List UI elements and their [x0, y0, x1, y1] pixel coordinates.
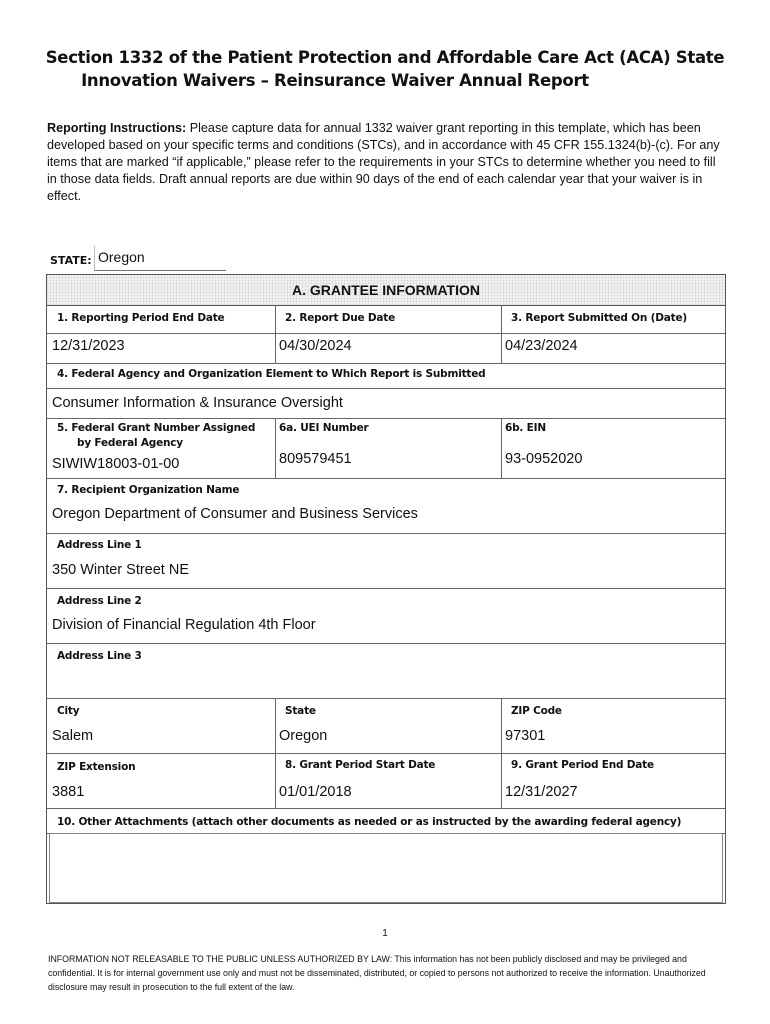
federal-agency-field[interactable]: Consumer Information & Insurance Oversight — [52, 395, 343, 411]
federal-agency-label: 4. Federal Agency and Organization Element to Which Report is Submitted — [57, 368, 486, 380]
reporting-period-end-field[interactable]: 12/31/2023 — [52, 338, 125, 354]
col-divider — [275, 418, 276, 478]
zip-extension-field[interactable]: 3881 — [52, 784, 85, 800]
row-divider — [47, 333, 725, 334]
title-line-2: Innovation Waivers – Reinsurance Waiver Annual Report — [81, 71, 589, 90]
address-state-field[interactable]: Oregon — [279, 728, 328, 744]
attachments-field[interactable] — [49, 833, 723, 903]
col-divider — [501, 698, 502, 808]
address-line-2-label: Address Line 2 — [57, 595, 142, 607]
row-divider — [47, 753, 725, 754]
row-divider — [47, 533, 725, 534]
reporting-instructions — [47, 120, 727, 205]
address-state-label: State — [285, 705, 316, 717]
confidentiality-notice: INFORMATION NOT RELEASABLE TO THE PUBLIC UNLESS AUTHORIZED BY LAW: This information has not been publicly disclosed and may be privileged and confidential. It is for internal government use only and must not be disseminated, distributed, or copied to persons not authorized to receive the information. Unauthorized disclosure may result in prosecution to the full extent of the law. — [48, 954, 706, 992]
ein-label: 6b. EIN — [505, 422, 546, 434]
title-line-1: Section 1332 of the Patient Protection and Affordable Care Act (ACA) State — [45, 48, 725, 67]
address-line-3-field[interactable] — [52, 673, 712, 691]
zip-extension-label: ZIP Extension — [57, 761, 136, 773]
grantee-information-form — [46, 274, 726, 904]
ein-field[interactable]: 93-0952020 — [505, 451, 583, 467]
col-divider — [275, 305, 276, 363]
grant-number-label-line-1: 5. Federal Grant Number Assigned — [57, 422, 256, 434]
zip-code-field[interactable]: 97301 — [505, 728, 546, 744]
row-divider — [47, 388, 725, 389]
address-line-2-field[interactable]: Division of Financial Regulation 4th Floor — [52, 617, 316, 633]
row-divider — [47, 588, 725, 589]
report-due-field[interactable]: 04/30/2024 — [279, 338, 352, 354]
recipient-org-field[interactable]: Oregon Department of Consumer and Business Services — [52, 506, 418, 522]
page-number: 1 — [382, 928, 388, 939]
attachments-label: 10. Other Attachments (attach other documents as needed or as instructed by the awarding federal agency) — [57, 816, 682, 828]
col-divider — [501, 305, 502, 363]
uei-field[interactable]: 809579451 — [279, 451, 352, 467]
row-divider — [47, 698, 725, 699]
uei-label: 6a. UEI Number — [279, 422, 369, 434]
grant-end-field[interactable]: 12/31/2027 — [505, 784, 578, 800]
grant-end-label: 9. Grant Period End Date — [511, 759, 654, 771]
state-field[interactable]: Oregon — [94, 246, 226, 271]
grant-start-field[interactable]: 01/01/2018 — [279, 784, 352, 800]
section-a-header: A. GRANTEE INFORMATION — [47, 275, 725, 306]
instructions-label: Reporting Instructions: — [47, 121, 187, 135]
report-due-label: 2. Report Due Date — [285, 312, 396, 324]
row-divider — [47, 418, 725, 419]
row-divider — [47, 808, 725, 809]
city-field[interactable]: Salem — [52, 728, 94, 744]
instructions-text: Please capture data for annual 1332 waiver grant reporting in this template, which has been developed based on your specific terms and conditions (STCs), and in accordance with 45 CFR 155.1324(b)-(c). For any items that are marked “if applicable,” please refer to the requirements in your STCs to determine whether you need to fill in those data fields. Draft annual reports are due within 90 days of the end of each calendar year that your waiver is in effect. — [47, 121, 720, 203]
row-divider — [47, 643, 725, 644]
zip-code-label: ZIP Code — [511, 705, 562, 717]
address-line-3-label: Address Line 3 — [57, 650, 142, 662]
col-divider — [501, 418, 502, 478]
reporting-period-end-label: 1. Reporting Period End Date — [57, 312, 225, 324]
report-submitted-label: 3. Report Submitted On (Date) — [511, 312, 687, 324]
row-divider — [47, 478, 725, 479]
address-line-1-label: Address Line 1 — [57, 539, 142, 551]
state-row — [50, 246, 230, 272]
recipient-org-label: 7. Recipient Organization Name — [57, 484, 240, 496]
report-submitted-field[interactable]: 04/23/2024 — [505, 338, 578, 354]
address-line-1-field[interactable]: 350 Winter Street NE — [52, 562, 189, 578]
document-title — [0, 46, 770, 92]
col-divider — [275, 698, 276, 808]
grant-number-field[interactable]: SIWIW18003-01-00 — [52, 456, 180, 472]
grant-number-label-line-2: by Federal Agency — [77, 437, 183, 449]
row-divider — [47, 363, 725, 364]
grant-number-label — [57, 421, 255, 451]
grant-start-label: 8. Grant Period Start Date — [285, 759, 436, 771]
state-label: STATE: — [50, 254, 92, 267]
city-label: City — [57, 705, 80, 717]
